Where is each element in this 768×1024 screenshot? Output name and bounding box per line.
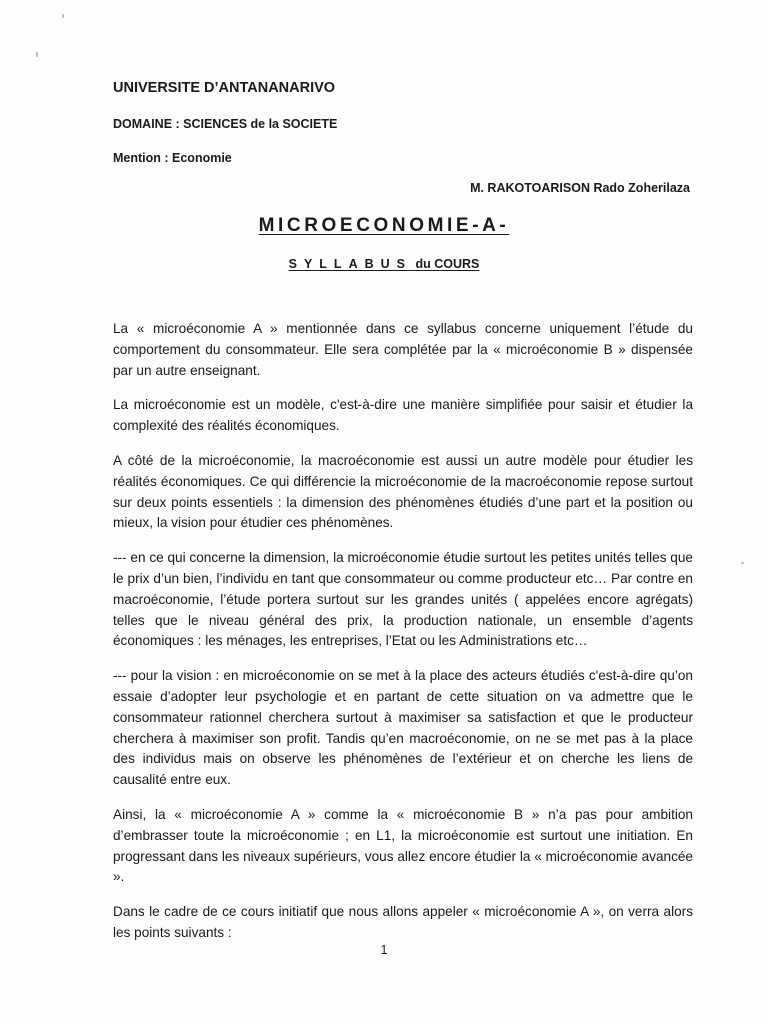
page-subtitle	[0, 257, 768, 271]
mention-line: Mention : Economie	[113, 151, 232, 165]
domain-line: DOMAINE : SCIENCES de la SOCIETE	[113, 117, 338, 131]
subtitle-rest: du COURS	[412, 257, 480, 271]
paragraph: La « microéconomie A » mentionnée dans ce syllabus concerne uniquement l’étude du comportement du consommateur. Elle sera complétée par la « microéconomie B » dispensée par un autre enseignant.	[113, 321, 693, 378]
subtitle-spaced: SYLLABUS	[288, 257, 412, 271]
author-name: M. RAKOTOARISON Rado Zoherilaza	[470, 181, 690, 195]
paragraph: Dans le cadre de ce cours initiatif que nous allons appeler « microéconomie A », on verra alors les points suivants :	[113, 904, 693, 940]
paragraph: Ainsi, la « microéconomie A » comme la « microéconomie B » n’a pas pour ambition d’embrasser toute la microéconomie ; en L1, la microéconomie est surtout une initiation. En progressant dans les niveaux supérieurs, vous allez encore étudier la « microéconomie avancée ».	[113, 806, 693, 885]
university-name: UNIVERSITE D’ANTANANARIVO	[113, 80, 336, 96]
page-title: MICROECONOMIE-A-	[258, 215, 510, 236]
paragraph: A côté de la microéconomie, la macroéconomie est aussi un autre modèle pour étudier les réalités économiques. Ce qui différencie la microéconomie de la macroéconomie repose surtout sur deux points essentiels : la dimension des phénomènes étudiés d’une part et la position ou mieux, la vision pour étudier ces phénomènes.	[113, 452, 693, 531]
paragraph: La microéconomie est un modèle, c'est-à-dire une manière simplifiée pour saisir et étudier la complexité des réalités économiques.	[113, 397, 693, 434]
scan-speck	[36, 52, 38, 57]
body-text	[113, 319, 693, 958]
scan-speck	[62, 14, 64, 18]
page-number: 1	[380, 943, 388, 957]
scan-speck	[741, 562, 744, 564]
paragraph: --- pour la vision : en microéconomie on se met à la place des acteurs étudiés c'est-à-dire qu’on essaie d’adopter leur psychologie et en partant de cette situation on va admettre que le consommateur rationnel cherchera surtout à maximiser sa satisfaction et que le producteur cherchera à maximiser son profit. Tandis qu’en macroéconomie, on ne se met pas à la place des individus mais on observe les phénomènes de l’extérieur et on cherche les liens de causalité entre eux.	[113, 668, 693, 788]
paragraph: --- en ce qui concerne la dimension, la microéconomie étudie surtout les petites unités telles que le prix d’un bien, l’individu en tant que consommateur ou comme producteur etc… Par contre en macroéconomie, l’étude portera surtout sur les grandes unités ( appelées encore agrégats) telles que le niveau général des prix, la production nationale, un ensemble d’agents économiques : les ménages, les entreprises, l’Etat ou les Administrations etc…	[113, 550, 693, 649]
